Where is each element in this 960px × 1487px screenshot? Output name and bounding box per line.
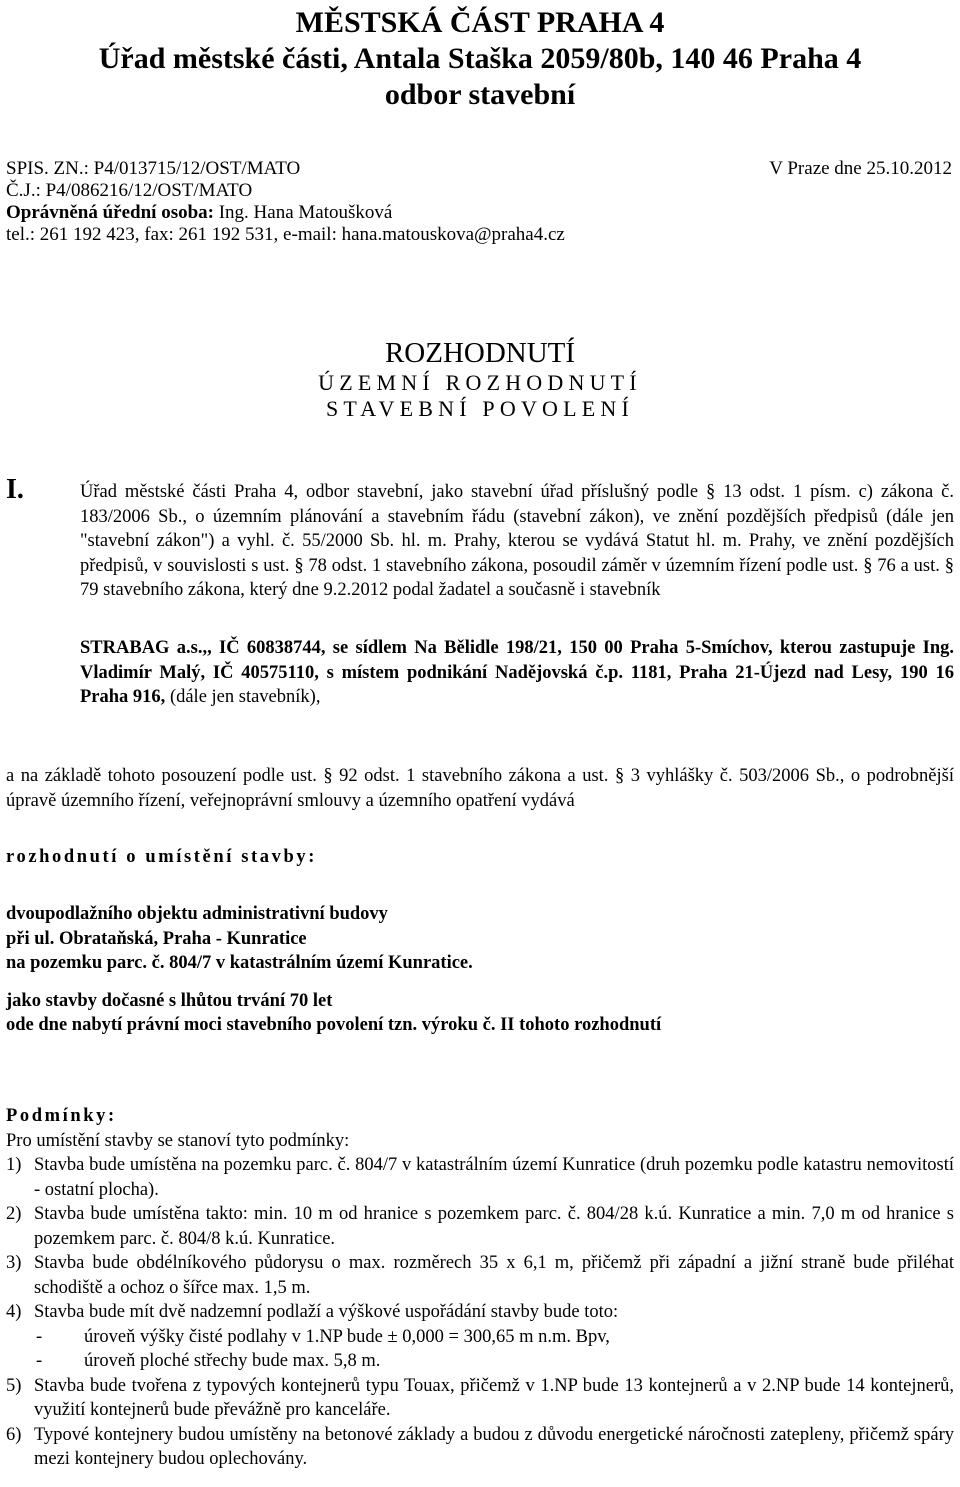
condition-item: 1) Stavba bude umístěna na pozemku parc. č. 804/7 v katastrálním území Kunratice (druh pozemku podle katastru nemovitostí - ostatní plocha).	[6, 1155, 954, 1200]
office-address: Úřad městské části, Antala Staška 2059/80b, 140 46 Praha 4	[98, 42, 862, 75]
conditions	[6, 1104, 954, 1472]
section-intro: Úřad městské části Praha 4, odbor stavební, jako stavební úřad příslušný podle § 13 odst. 1 písm. c) zákona č. 183/2006 Sb., o územním plánování a stavebním řádu (stavební zákon), ve znění pozdějších předpisů (dále jen "stavební zákon") a vyhl. č. 55/2000 Sb. hl. m. Prahy, kterou se vydává Statut hl. m. Prahy, ve znění pozdějších předpisů, v souvislosti s ust. § 78 odst. 1 stavebního zákona, posoudil záměr v územním řízení podle ust. § 76 a ust. § 79 stavebního zákona, který dne 9.2.2012 podal žadatel a současně i stavebník	[80, 482, 954, 600]
section-numeral: I.	[6, 474, 24, 505]
office-name: MĚSTSKÁ ČÁST PRAHA 4	[295, 6, 665, 39]
legal-basis: a na základě tohoto posouzení podle ust. § 92 odst. 1 stavebního zákona a ust. § 3 vyhlášky č. 503/2006 Sb., o podrobnější úpravě územního řízení, veřejnoprávní smlouvy a územního opatření vydává	[6, 766, 954, 811]
decision-line-1: dvoupodlažního objektu administrativní budovy	[6, 904, 388, 924]
decision-title: ROZHODNUTÍ	[384, 337, 576, 369]
official-person	[6, 202, 952, 224]
official-name: Ing. Hana Matoušková	[213, 202, 393, 223]
conditions-heading: Podmínky:	[6, 1106, 117, 1126]
section-one	[6, 474, 954, 808]
reference-number: Č.J.: P4/086216/12/OST/MATO	[6, 180, 253, 201]
decision-subtitle-building: STAVEBNÍ POVOLENÍ	[325, 396, 635, 421]
contact-info: tel.: 261 192 423, fax: 261 192 531, e-mail: hana.matouskova@praha4.cz	[6, 224, 565, 245]
decision-line-5: ode dne nabytí právní moci stavebního povolení tzn. výroku č. II tohoto rozhodnutí	[6, 1015, 662, 1035]
decision-heading: rozhodnutí o umístění stavby:	[6, 847, 317, 867]
condition-item: 5) Stavba bude tvořena z typových kontejnerů typu Touax, přičemž v 1.NP bude 13 kontejnerů a v 2.NP bude 14 kontejnerů, využití kontejnerů bude převážně pro kanceláře.	[6, 1375, 954, 1420]
decision-title-block	[0, 336, 960, 422]
decision-subtitle-zoning: ÚZEMNÍ ROZHODNUTÍ	[318, 370, 642, 395]
document-meta	[6, 158, 952, 246]
office-department: odbor stavební	[384, 78, 576, 111]
applicant-info	[80, 636, 954, 710]
file-number: SPIS. ZN.: P4/013715/12/OST/MATO	[6, 158, 301, 179]
applicant-name: STRABAG a.s.,, IČ 60838744, se sídlem Na Bělidle 198/21, 150 00 Praha 5-Smíchov, kterou zastupuje Ing. Vladimír Malý, IČ 40575110, s místem podnikání Nadějovská č.p. 1181, Praha 21-Újezd nad Lesy, 190 16 Praha 916,	[80, 638, 954, 707]
decision-line-3: na pozemku parc. č. 804/7 v katastrálním území Kunratice.	[6, 953, 473, 973]
condition-item: 4) Stavba bude mít dvě nadzemní podlaží a výškové uspořádání stavby bude toto:	[6, 1302, 619, 1322]
condition-item: 3) Stavba bude obdélníkového půdorysu o max. rozměrech 35 x 6,1 m, přičemž při západní a jižní straně bude přiléhat schodiště a ochoz o šířce max. 1,5 m.	[6, 1253, 954, 1298]
issue-date: V Praze dne 25.10.2012	[769, 158, 952, 179]
decision-line-2: při ul. Obrataňská, Praha - Kunratice	[6, 928, 307, 949]
condition-item: 2) Stavba bude umístěna takto: min. 10 m od hranice s pozemkem parc. č. 804/28 k.ú. Kunratice a min. 7,0 m od hranice s pozemkem parc. č. 804/8 k.ú. Kunratice.	[6, 1204, 954, 1249]
decision-details	[6, 902, 954, 1038]
official-label: Oprávněná úřední osoba:	[6, 202, 214, 223]
condition-subitem: - úroveň ploché střechy bude max. 5,8 m.	[36, 1351, 381, 1371]
condition-subitem: - úroveň výšky čisté podlahy v 1.NP bude ± 0,000 = 300,65 m n.m. Bpv,	[36, 1326, 610, 1347]
conditions-intro: Pro umístění stavby se stanoví tyto podmínky:	[6, 1130, 350, 1151]
applicant-tail: (dále jen stavebník),	[165, 687, 321, 707]
condition-item: 6) Typové kontejnery budou umístěny na betonové základy a budou z důvodu energetické náročnosti zatepleny, přičemž spáry mezi kontejnery budou oplechovány.	[6, 1424, 954, 1469]
decision-line-4: jako stavby dočasné s lhůtou trvání 70 let	[6, 990, 333, 1011]
